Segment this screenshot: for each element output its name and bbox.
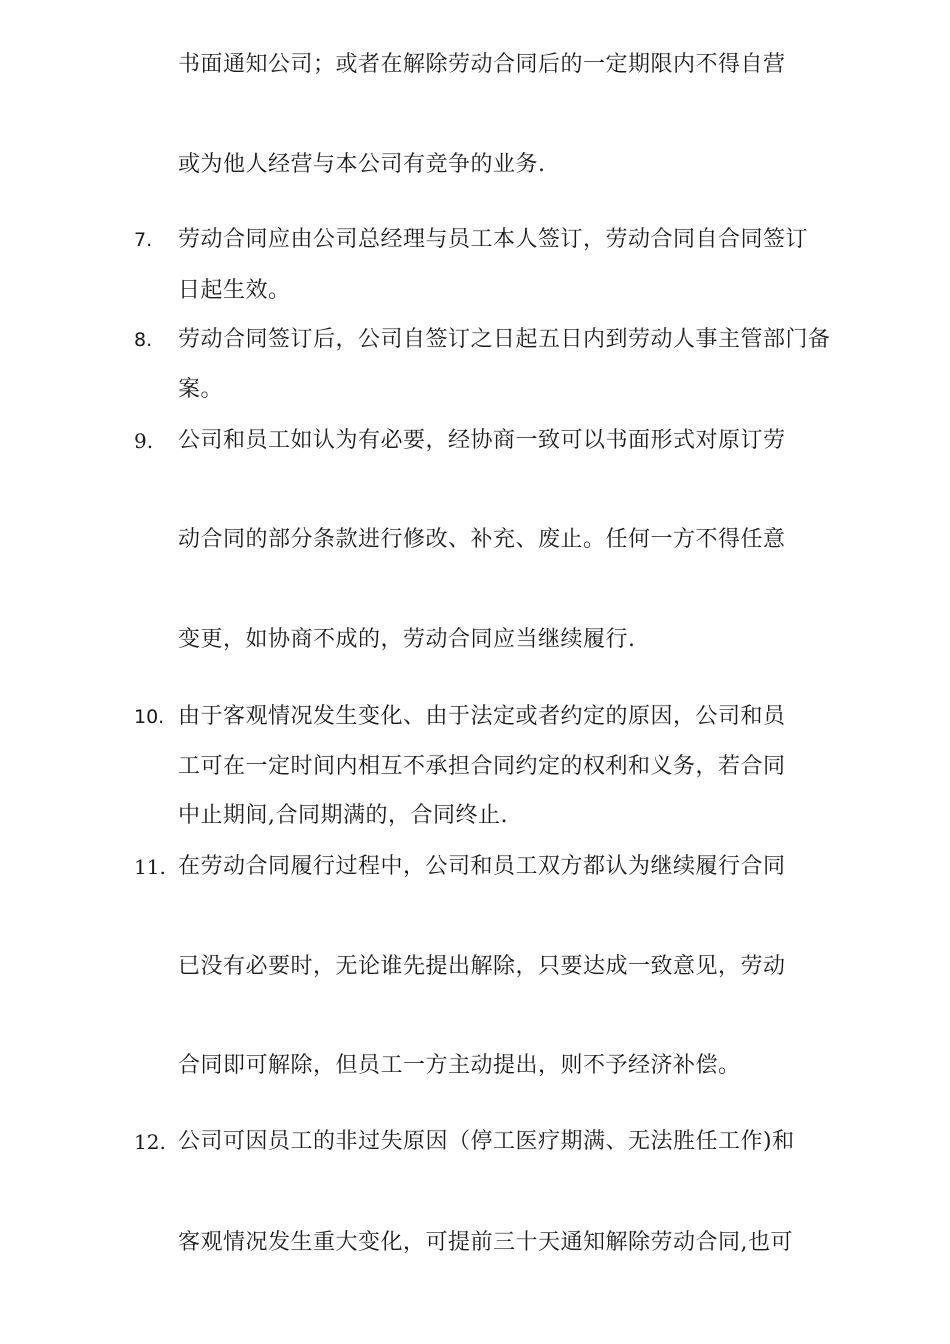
text-line: 劳动合同应由公司总经理与员工本人签订，劳动合同自合同签订 bbox=[178, 227, 809, 252]
text-line: 在劳动合同履行过程中，公司和员工双方都认为继续履行合同 bbox=[178, 854, 786, 879]
text-line: 已没有必要时，无论谁先提出解除，只要达成一致意见，劳动 bbox=[178, 954, 786, 979]
text-line: 合同即可解除，但员工一方主动提出，则不予经济补偿。 bbox=[178, 1053, 741, 1078]
list-number: 12. bbox=[134, 1130, 166, 1154]
text-line: 案。 bbox=[178, 377, 224, 402]
text-line: 中止期间,合同期满的，合同终止. bbox=[178, 803, 508, 828]
text-line: 变更，如协商不成的，劳动合同应当继续履行. bbox=[178, 627, 636, 652]
list-number: 10. bbox=[134, 706, 165, 728]
text-line: 书面通知公司；或者在解除劳动合同后的一定期限内不得自营 bbox=[178, 52, 786, 77]
list-number: 7. bbox=[134, 229, 153, 251]
text-line: 或为他人经营与本公司有竞争的业务. bbox=[178, 152, 546, 177]
text-line: 由于客观情况发生变化、由于法定或者约定的原因，公司和员 bbox=[178, 704, 786, 729]
text-line: 劳动合同签订后，公司自签订之日起五日内到劳动人事主管部门备 bbox=[178, 327, 831, 352]
text-line: 客观情况发生重大变化，可提前三十天通知解除劳动合同,也可 bbox=[178, 1230, 793, 1255]
text-line: 公司和员工如认为有必要，经协商一致可以书面形式对原订劳 bbox=[178, 428, 786, 453]
list-number: 8. bbox=[134, 329, 153, 351]
text-line: 日起生效。 bbox=[178, 278, 291, 303]
list-number: 11. bbox=[134, 855, 166, 879]
text-line: 公司可因员工的非过失原因（停工医疗期满、无法胜任工作)和 bbox=[178, 1129, 795, 1154]
text-line: 动合同的部分条款进行修改、补充、废止。任何一方不得任意 bbox=[178, 527, 786, 552]
text-line: 工可在一定时间内相互不承担合同约定的权利和义务，若合同 bbox=[178, 754, 786, 779]
list-number: 9. bbox=[134, 429, 154, 453]
